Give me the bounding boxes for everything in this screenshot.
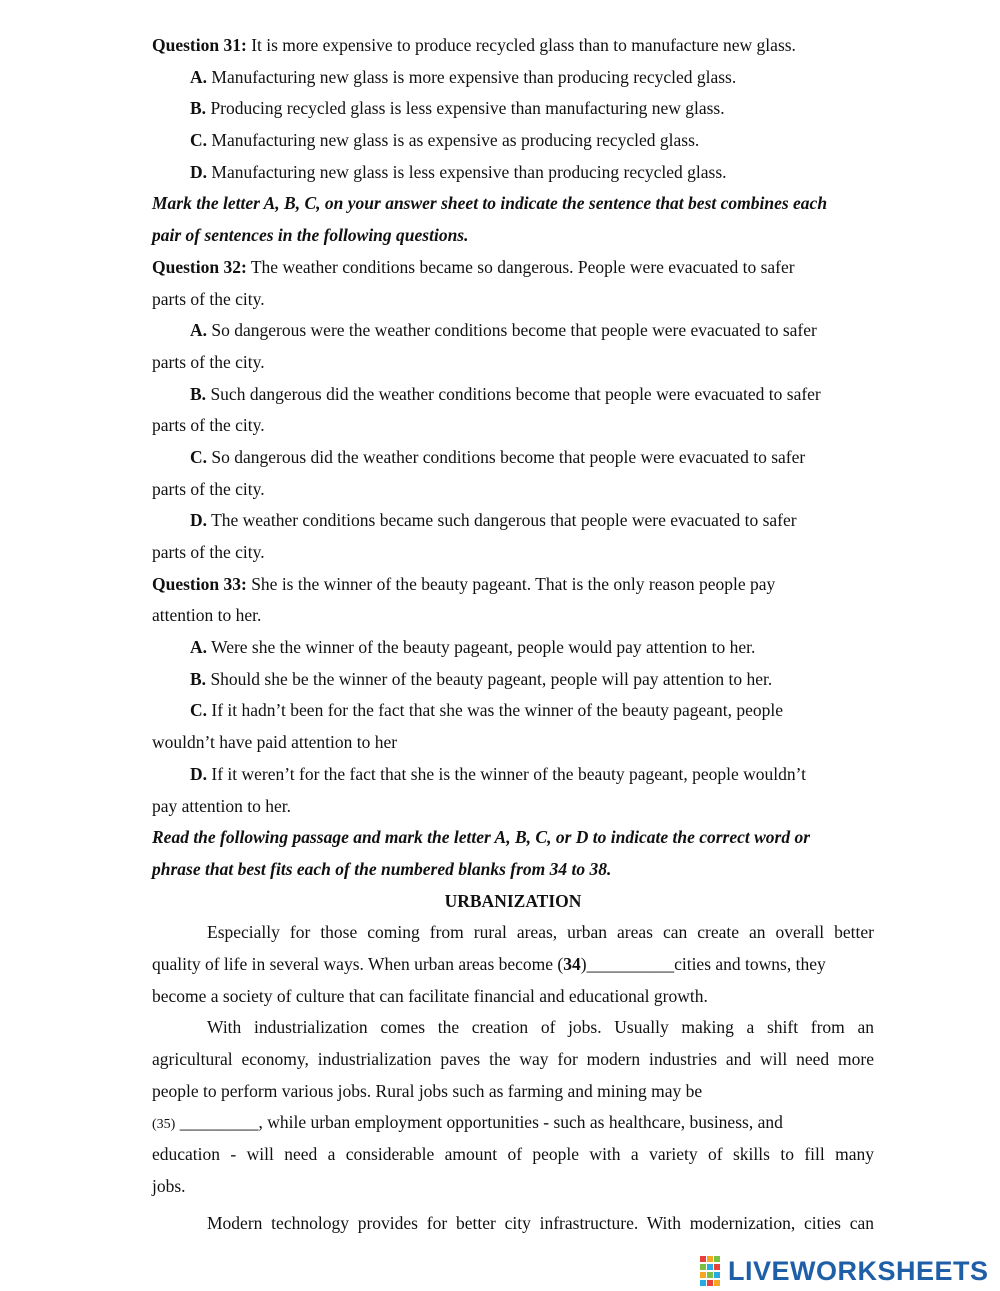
question-label: Question 33:	[152, 573, 247, 594]
question-label: Question 32:	[152, 256, 247, 277]
instruction-line: pair of sentences in the following questions.	[152, 225, 469, 246]
option-d	[152, 759, 874, 791]
question-text-cont: attention to her.	[152, 605, 262, 626]
passage-text: quality of life in several ways. When urban areas become (	[152, 953, 564, 974]
passage-line: education - will need a considerable amount of people with a variety of skills to fill many	[152, 1144, 874, 1165]
instruction-line: Read the following passage and mark the letter A, B, C, or D to indicate the correct word or	[152, 827, 811, 848]
option-c	[152, 695, 874, 727]
option-text-cont: parts of the city.	[152, 415, 265, 436]
passage-line: Modern technology provides for better city infrastructure. With modernization, cities can	[207, 1213, 874, 1234]
option-a	[152, 62, 874, 94]
option-b	[152, 664, 874, 696]
passage-line: become a society of culture that can facilitate financial and educational growth.	[152, 985, 708, 1006]
option-text-cont: parts of the city.	[152, 351, 265, 372]
blank-34[interactable]: )__________cities and towns, they	[580, 953, 826, 974]
option-letter: A.	[190, 637, 208, 658]
blank-number: (35)	[152, 1117, 176, 1133]
question-text: She is the winner of the beauty pageant. That is the only reason people pay	[246, 573, 776, 594]
option-d	[152, 157, 874, 189]
instruction-line: phrase that best fits each of the numbered blanks from 34 to 38.	[152, 858, 612, 879]
blank-35[interactable]: _________, while urban employment opportunities - such as healthcare, business, and	[175, 1112, 783, 1133]
option-letter: C.	[190, 700, 208, 721]
option-letter: B.	[190, 668, 207, 689]
passage-line-blank-34	[152, 949, 874, 981]
option-letter: D.	[190, 510, 208, 531]
passage-line: agricultural economy, industrialization paves the way for modern industries and will need more	[152, 1049, 874, 1069]
liveworksheets-logo	[700, 1253, 989, 1289]
option-letter: B.	[190, 383, 207, 404]
option-a	[152, 315, 874, 347]
option-letter: C.	[190, 130, 208, 151]
passage-line: jobs.	[152, 1175, 186, 1196]
question-33	[152, 569, 874, 601]
option-d	[152, 505, 874, 537]
question-32	[152, 252, 874, 284]
option-text: If it hadn’t been for the fact that she was the winner of the beauty pageant, people	[207, 700, 784, 721]
option-text: Manufacturing new glass is less expensive than producing recycled glass.	[207, 161, 727, 182]
option-text: Were she the winner of the beauty pageant, people would pay attention to her.	[207, 637, 756, 658]
option-c	[152, 442, 874, 474]
passage-title: URBANIZATION	[444, 890, 582, 911]
option-text: So dangerous did the weather conditions become that people were evacuated to safer	[207, 446, 806, 467]
worksheet-page	[152, 30, 874, 1240]
option-text: So dangerous were the weather conditions become that people were evacuated to safer	[207, 320, 817, 341]
option-letter: A.	[190, 320, 208, 341]
question-label: Question 31:	[152, 35, 247, 55]
option-text-cont: parts of the city.	[152, 478, 265, 499]
option-c	[152, 125, 874, 157]
option-text-cont: pay attention to her.	[152, 795, 291, 816]
logo-grid-icon	[700, 1256, 722, 1286]
option-text: The weather conditions became such dangerous that people were evacuated to safer	[207, 510, 797, 531]
option-letter: C.	[190, 446, 208, 467]
instruction-line: Mark the letter A, B, C, on your answer sheet to indicate the sentence that best combines each	[152, 193, 828, 214]
option-letter: A.	[190, 66, 208, 87]
blank-number: 34	[563, 953, 581, 974]
option-letter: D.	[190, 161, 208, 182]
option-text: If it weren’t for the fact that she is the winner of the beauty pageant, people wouldn’t	[207, 763, 807, 784]
option-text-cont: parts of the city.	[152, 542, 265, 562]
brand-name: LIVEWORKSHEETS	[728, 1255, 989, 1286]
option-text: Such dangerous did the weather conditions become that people were evacuated to safer	[206, 383, 821, 404]
option-text: Producing recycled glass is less expensive than manufacturing new glass.	[206, 98, 725, 119]
option-letter: D.	[190, 763, 208, 784]
question-text: The weather conditions became so dangerous. People were evacuated to safer	[246, 256, 795, 277]
question-31	[152, 30, 874, 62]
passage-line: With industrialization comes the creation of jobs. Usually making a shift from an	[207, 1017, 874, 1038]
option-b	[152, 379, 874, 411]
question-text: It is more expensive to produce recycled glass than to manufacture new glass.	[246, 35, 796, 55]
option-b	[152, 93, 874, 125]
option-text: Should she be the winner of the beauty pageant, people will pay attention to her.	[206, 668, 773, 689]
passage-line: Especially for those coming from rural areas, urban areas can create an overall better	[207, 922, 874, 943]
option-text-cont: wouldn’t have paid attention to her	[152, 732, 398, 753]
question-text-cont: parts of the city.	[152, 288, 265, 309]
passage-line: people to perform various jobs. Rural jobs such as farming and mining may be	[152, 1080, 703, 1101]
option-text: Manufacturing new glass is more expensive than producing recycled glass.	[207, 66, 737, 87]
option-text: Manufacturing new glass is as expensive as producing recycled glass.	[207, 130, 700, 151]
option-letter: B.	[190, 98, 207, 119]
passage-line-blank-35	[152, 1107, 874, 1139]
option-a	[152, 632, 874, 664]
